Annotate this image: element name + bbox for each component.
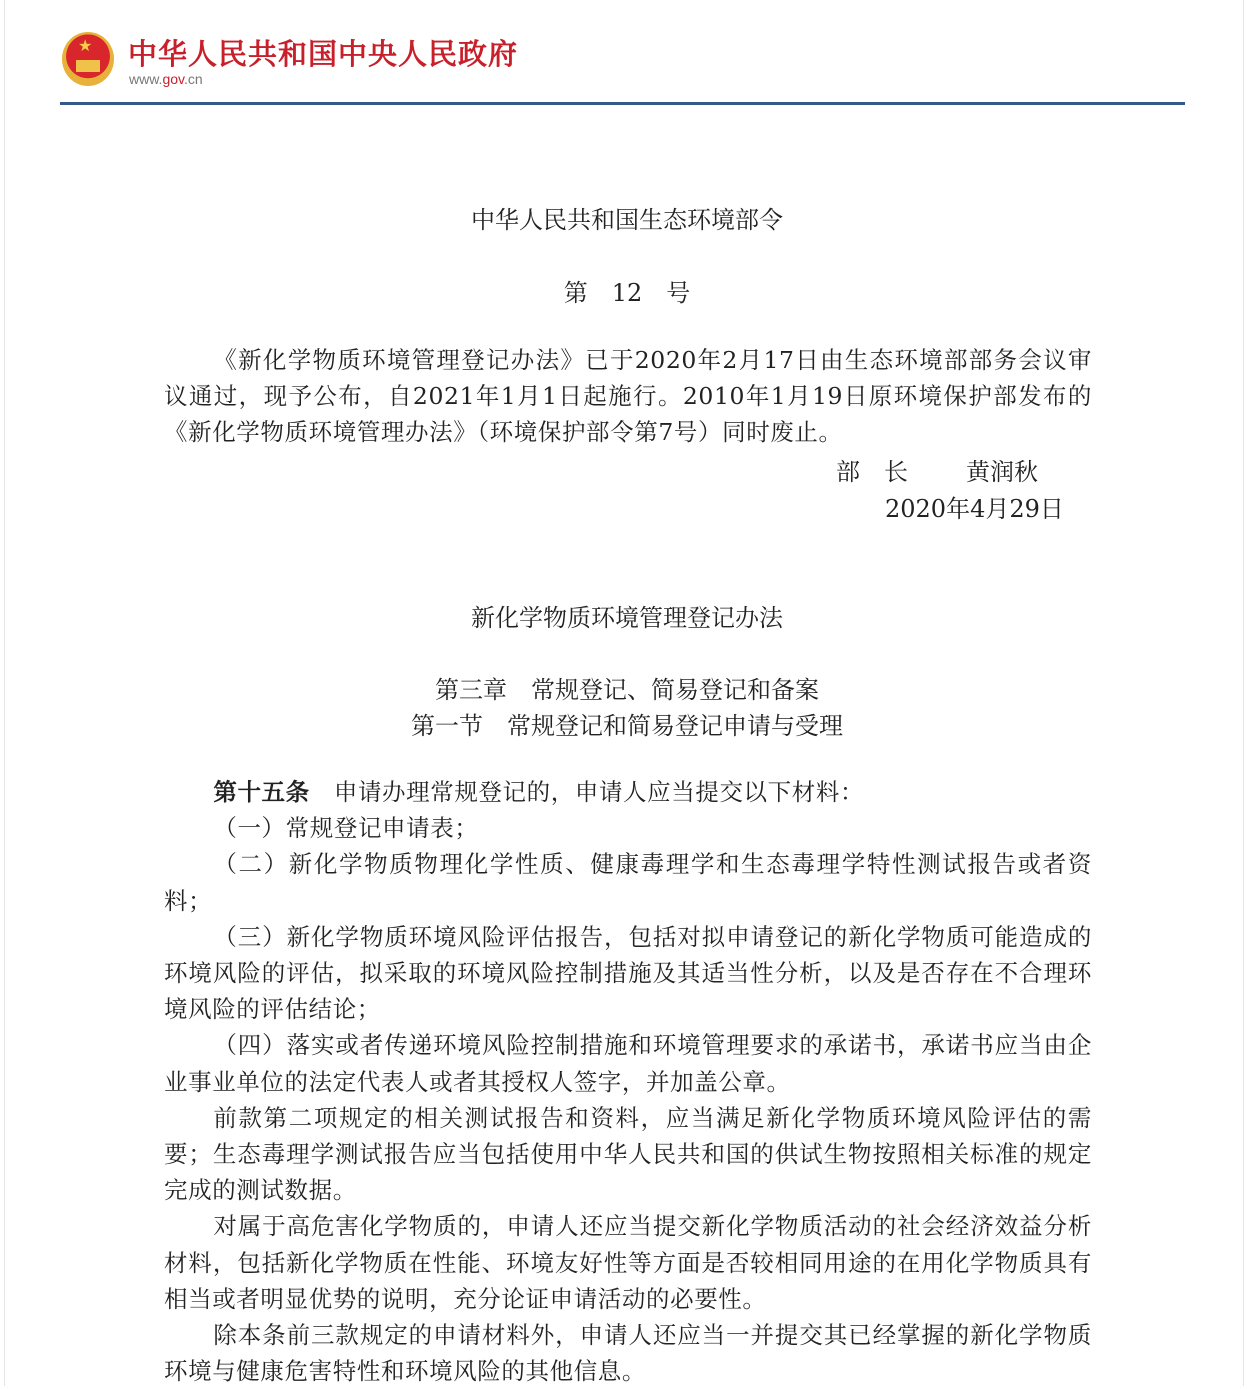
order-date: 2020年4月29日 bbox=[885, 495, 1064, 523]
article-item: （三）新化学物质环境风险评估报告，包括对拟申请登记的新化学物质可能造成的环境风险的评估，拟采取的环境风险控制措施及其适当性分析，以及是否存在不合理环境风险的评估结论； bbox=[164, 922, 1092, 1024]
article-paragraph: 除本条前三款规定的申请材料外，申请人还应当一并提交其已经掌握的新化学物质环境与健康危害特性和环境风险的其他信息。 bbox=[164, 1321, 1092, 1386]
order-number: 第 12 号 bbox=[563, 279, 691, 307]
order-title: 中华人民共和国生态环境部令 bbox=[471, 206, 783, 234]
section-heading: 第一节 常规登记和简易登记申请与受理 bbox=[411, 712, 843, 740]
chapter-heading: 第三章 常规登记、简易登记和备案 bbox=[435, 676, 819, 704]
article-item: （二）新化学物质物理化学性质、健康毒理学和生态毒理学特性测试报告或者资料； bbox=[164, 850, 1092, 915]
order-text: 《新化学物质环境管理登记办法》已于2020年2月17日由生态环境部部务会议审议通过，现予公布，自2021年1月1日起施行。2010年1月19日原环境保护部发布的《新化学物质环境管理办法》（环境保护部令第7号）同时废止。 bbox=[164, 346, 1092, 447]
url-gov: gov bbox=[162, 71, 184, 87]
article-label: 第十五条 bbox=[213, 778, 310, 806]
url-prefix: www. bbox=[129, 71, 163, 87]
article-intro-text: 申请办理常规登记的，申请人应当提交以下材料： bbox=[309, 778, 865, 806]
site-header bbox=[60, 28, 1185, 105]
site-url[interactable] bbox=[129, 71, 203, 87]
signer-title: 部 长 bbox=[836, 458, 908, 486]
article-intro bbox=[164, 774, 1092, 810]
order-text-block bbox=[164, 342, 1092, 451]
article-15 bbox=[164, 774, 1092, 1389]
law-title: 新化学物质环境管理登记办法 bbox=[471, 604, 783, 632]
article-paragraph: 对属于高危害化学物质的，申请人还应当提交新化学物质活动的社会经济效益分析材料，包括新化学物质在性能、环境友好性等方面是否较相同用途的在用化学物质具有相当或者明显优势的说明，充分论证申请活动的必要性。 bbox=[164, 1212, 1092, 1313]
article-paragraph: 前款第二项规定的相关测试报告和资料，应当满足新化学物质环境风险评估的需要；生态毒理学测试报告应当包括使用中华人民共和国的供试生物按照相关标准的规定完成的测试数据。 bbox=[164, 1103, 1092, 1205]
url-suffix: .cn bbox=[184, 71, 203, 87]
national-emblem-icon: ★ bbox=[62, 32, 114, 86]
signer-name: 黄润秋 bbox=[966, 458, 1038, 486]
article-item: （一）常规登记申请表； bbox=[213, 814, 479, 843]
article-item: （四）落实或者传递环境风险控制措施和环境管理要求的承诺书，承诺书应当由企业事业单位的法定代表人或者其授权人签字，并加盖公章。 bbox=[164, 1031, 1092, 1096]
site-name[interactable]: 中华人民共和国中央人民政府 bbox=[128, 37, 519, 71]
